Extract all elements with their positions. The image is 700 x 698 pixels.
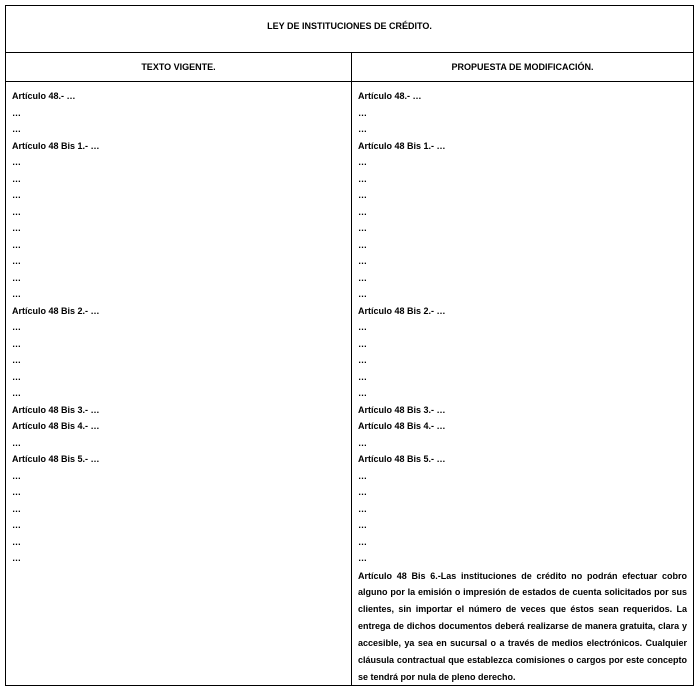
article-line: … (358, 190, 367, 200)
article-line: … (358, 124, 367, 134)
comparison-table (5, 5, 694, 686)
article-line: … (358, 338, 367, 349)
body-row (6, 81, 693, 685)
article-line: … (358, 371, 367, 382)
proposed-lines (358, 88, 687, 567)
article-line: Artículo 48 Bis 3.- … (358, 404, 446, 415)
article-line: Artículo 48 Bis 2.- … (12, 305, 100, 316)
article-line: … (12, 107, 21, 118)
article-line: … (358, 223, 367, 233)
article-line: … (358, 322, 367, 332)
article-line: … (12, 553, 21, 563)
article-line: … (12, 371, 21, 382)
article-line: Artículo 48 Bis 1.- … (358, 140, 446, 151)
article-line: … (358, 289, 367, 299)
article-line: … (12, 173, 21, 184)
header-row (6, 53, 693, 82)
article-line: … (12, 256, 21, 266)
article-line: … (358, 107, 367, 118)
article-48-bis-6-paragraph: Artículo 48 Bis 6.-Las instituciones de crédito no podrán efectuar cobro alguno por la emisión o impresión de estados de cuenta solicitados por sus clientes, sin importar el número de veces que éstos sean requeridos. La entrega de dichos documentos deberá realizarse de manera gratuita, clara y accesible, ya sea en sucursal o a través de medios electrónicos. Cualquier cláusula contractual que establezca comisiones o cargos por este concepto se tendrá por nula de pleno derecho. (358, 570, 687, 682)
article-line: … (12, 536, 21, 547)
article-line: … (12, 272, 21, 283)
article-line: … (12, 124, 21, 134)
article-line: … (12, 338, 21, 349)
article-line: … (12, 289, 21, 299)
article-line: … (12, 487, 21, 497)
article-line: … (358, 173, 367, 184)
article-line: … (358, 388, 367, 398)
article-line: … (12, 437, 21, 448)
article-line: … (358, 256, 367, 266)
article-line: … (358, 553, 367, 563)
article-line: Artículo 48 Bis 3.- … (12, 404, 100, 415)
article-line: … (358, 239, 367, 250)
article-line: … (12, 520, 21, 530)
article-line: … (358, 157, 367, 167)
table-title: LEY DE INSTITUCIONES DE CRÉDITO. (6, 6, 693, 53)
article-line: Artículo 48 Bis 4.- … (358, 421, 446, 431)
article-line: … (358, 536, 367, 547)
article-line: … (358, 503, 367, 514)
article-line: … (358, 272, 367, 283)
article-line: … (12, 503, 21, 514)
article-line: … (358, 470, 367, 481)
article-line: … (358, 437, 367, 448)
article-line: Artículo 48 Bis 1.- … (12, 140, 100, 151)
article-line: … (12, 223, 21, 233)
article-line: Artículo 48.- … (358, 91, 422, 101)
article-line: … (358, 520, 367, 530)
article-line: Artículo 48 Bis 2.- … (358, 305, 446, 316)
article-line: … (12, 388, 21, 398)
header-current-text: TEXTO VIGENTE. (6, 53, 352, 81)
current-text-column (6, 81, 352, 685)
article-line: … (358, 355, 367, 365)
header-proposed-change: PROPUESTA DE MODIFICACIÓN. (451, 62, 594, 72)
article-line: … (12, 190, 21, 200)
article-line: … (12, 239, 21, 250)
article-line: Artículo 48 Bis 4.- … (12, 421, 100, 431)
article-line: … (12, 355, 21, 365)
article-line: … (12, 470, 21, 481)
article-line: … (12, 206, 21, 217)
article-line: … (358, 206, 367, 217)
article-line: Artículo 48.- … (12, 91, 76, 101)
proposed-text-column (352, 81, 693, 685)
article-line: Artículo 48 Bis 5.- … (12, 454, 100, 464)
article-line: … (12, 157, 21, 167)
article-line: Artículo 48 Bis 5.- … (358, 454, 446, 464)
article-line: … (12, 322, 21, 332)
article-line: … (358, 487, 367, 497)
